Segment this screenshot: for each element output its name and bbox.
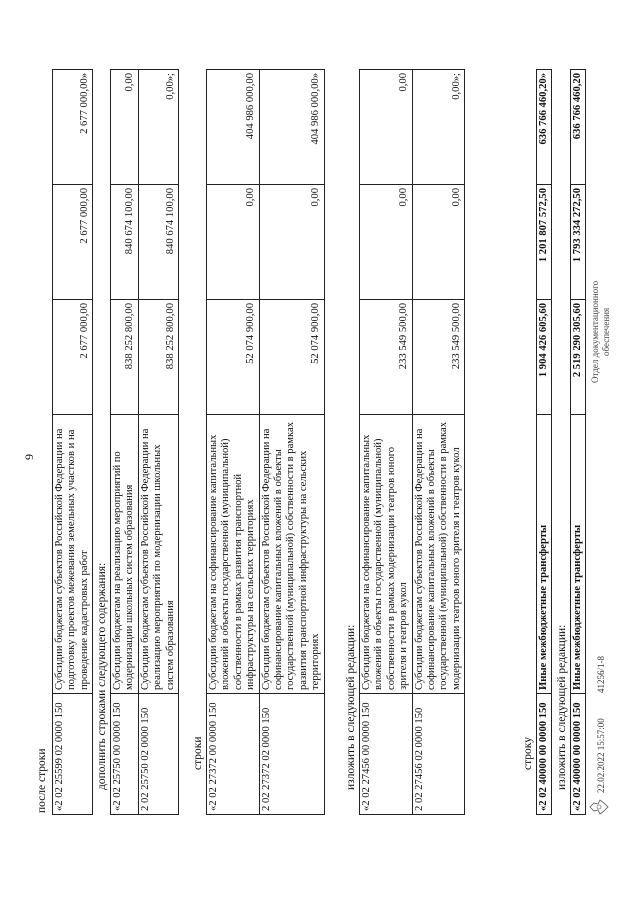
value-2023: 0,00 (412, 185, 465, 300)
table-row (360, 70, 413, 815)
value-2023: 0,00 (207, 185, 260, 300)
row-name: Субсидии бюджетам субъектов Российской Федерации на софинансирование капитальных вложений в объекты государственной (муниципальной) собственности в рамках развития транспортной инфраструктуры на сельских территориях (259, 415, 324, 694)
budget-code: «2 02 27456 00 0000 150 (360, 694, 413, 815)
value-2023: 840 674 100,00 (111, 185, 139, 300)
footer-doc-id: 41256/1-8 (596, 656, 606, 693)
emblem-icon (588, 797, 610, 817)
value-2024: 404 986 000,00» (259, 70, 324, 185)
section-heading-0: после строки (36, 748, 48, 813)
table-row (138, 70, 178, 815)
footer-timestamp: 22.02.2022 15:57:00 (596, 718, 606, 793)
budget-code: «2 02 25750 00 0000 150 (111, 694, 139, 815)
value-2024: 2 677 000,00» (53, 70, 93, 185)
table-row (207, 70, 260, 815)
value-2022: 52 074 900,00 (207, 300, 260, 415)
value-2023: 2 677 000,00 (53, 185, 93, 300)
budget-code: «2 02 27372 00 0000 150 (207, 694, 260, 815)
table-add-rows (110, 69, 179, 815)
budget-code: 2 02 25750 02 0000 150 (138, 694, 178, 815)
value-2024: 0,00 (111, 70, 139, 185)
table-row (537, 70, 552, 815)
section-heading-2: строки (192, 736, 204, 770)
value-2024: 636 766 460,20 (571, 70, 586, 185)
department-stamp (590, 281, 612, 383)
section-heading-1: дополнить строками следующего содержания: (96, 562, 108, 790)
value-2023: 0,00 (259, 185, 324, 300)
section-heading-4: строку (522, 737, 534, 770)
row-name: Субсидии бюджетам на софинансирование капитальных вложений в объекты государственной (муниципальной) собственности в рамках модернизации театров юного зрителя и театров кукол (360, 415, 413, 694)
value-2023: 1 201 807 572,50 (537, 185, 552, 300)
value-2022: 838 252 800,00 (111, 300, 139, 415)
budget-code: «2 02 40000 00 0000 150 (537, 694, 552, 815)
value-2022: 233 549 500,00 (412, 300, 465, 415)
stamp-line2: обеспечения (601, 307, 611, 356)
budget-code: 2 02 27456 02 0000 150 (412, 694, 465, 815)
value-2022: 233 549 500,00 (360, 300, 413, 415)
row-name: Субсидии бюджетам на софинансирование капитальных вложений в объекты государственной (муниципальной) собственности в рамках развития транспортной инфраструктуры на сельских территориях (207, 415, 260, 694)
table-row (111, 70, 139, 815)
value-2024: 404 986 000,00 (207, 70, 260, 185)
value-2024: 0,00»; (138, 70, 178, 185)
row-name: Иные межбюджетные трансферты (537, 415, 552, 694)
table-row-40000-old (536, 69, 552, 815)
row-name: Иные межбюджетные трансферты (571, 415, 586, 694)
page-number: 9 (22, 454, 36, 460)
table-row (53, 70, 93, 815)
table-row (412, 70, 465, 815)
value-2023: 0,00 (360, 185, 413, 300)
value-2024: 636 766 460,20» (537, 70, 552, 185)
table-after-row (52, 69, 93, 815)
row-name: Субсидии бюджетам на реализацию мероприятий по модернизации школьных систем образования (111, 415, 139, 694)
table-rows-27456 (359, 69, 465, 815)
table-row (259, 70, 324, 815)
table-row (571, 70, 586, 815)
table-rows-27372 (206, 69, 325, 815)
budget-code: 2 02 27372 02 0000 150 (259, 694, 324, 815)
value-2024: 0,00»; (412, 70, 465, 185)
value-2022: 838 252 800,00 (138, 300, 178, 415)
budget-code: «2 02 25599 02 0000 150 (53, 694, 93, 815)
value-2022: 1 904 426 605,60 (537, 300, 552, 415)
value-2022: 52 074 900,00 (259, 300, 324, 415)
value-2023: 1 793 334 272,50 (571, 185, 586, 300)
row-name: Субсидии бюджетам субъектов Российской Федерации на софинансирование капитальных вложений в объекты государственной (муниципальной) собственности в рамках модернизации театров юного зрителя и театров кукол (412, 415, 465, 694)
row-name: Субсидии бюджетам субъектов Российской Федерации на подготовку проектов межевания земельных участков и на проведение кадастровых работ (53, 415, 93, 694)
section-heading-5: изложить в следующей редакции: (556, 624, 568, 790)
budget-code: «2 02 40000 00 0000 150 (571, 694, 586, 815)
stamp-line1: Отдел документационного (590, 280, 600, 383)
table-row-40000-new (570, 69, 586, 815)
value-2023: 840 674 100,00 (138, 185, 178, 300)
value-2022: 2 519 290 305,60 (571, 300, 586, 415)
section-heading-3: изложить в следующей редакции: (345, 624, 357, 790)
row-name: Субсидии бюджетам субъектов Российской Федерации на реализацию мероприятий по модернизации школьных систем образования (138, 415, 178, 694)
value-2024: 0,00 (360, 70, 413, 185)
value-2022: 2 677 000,00 (53, 300, 93, 415)
